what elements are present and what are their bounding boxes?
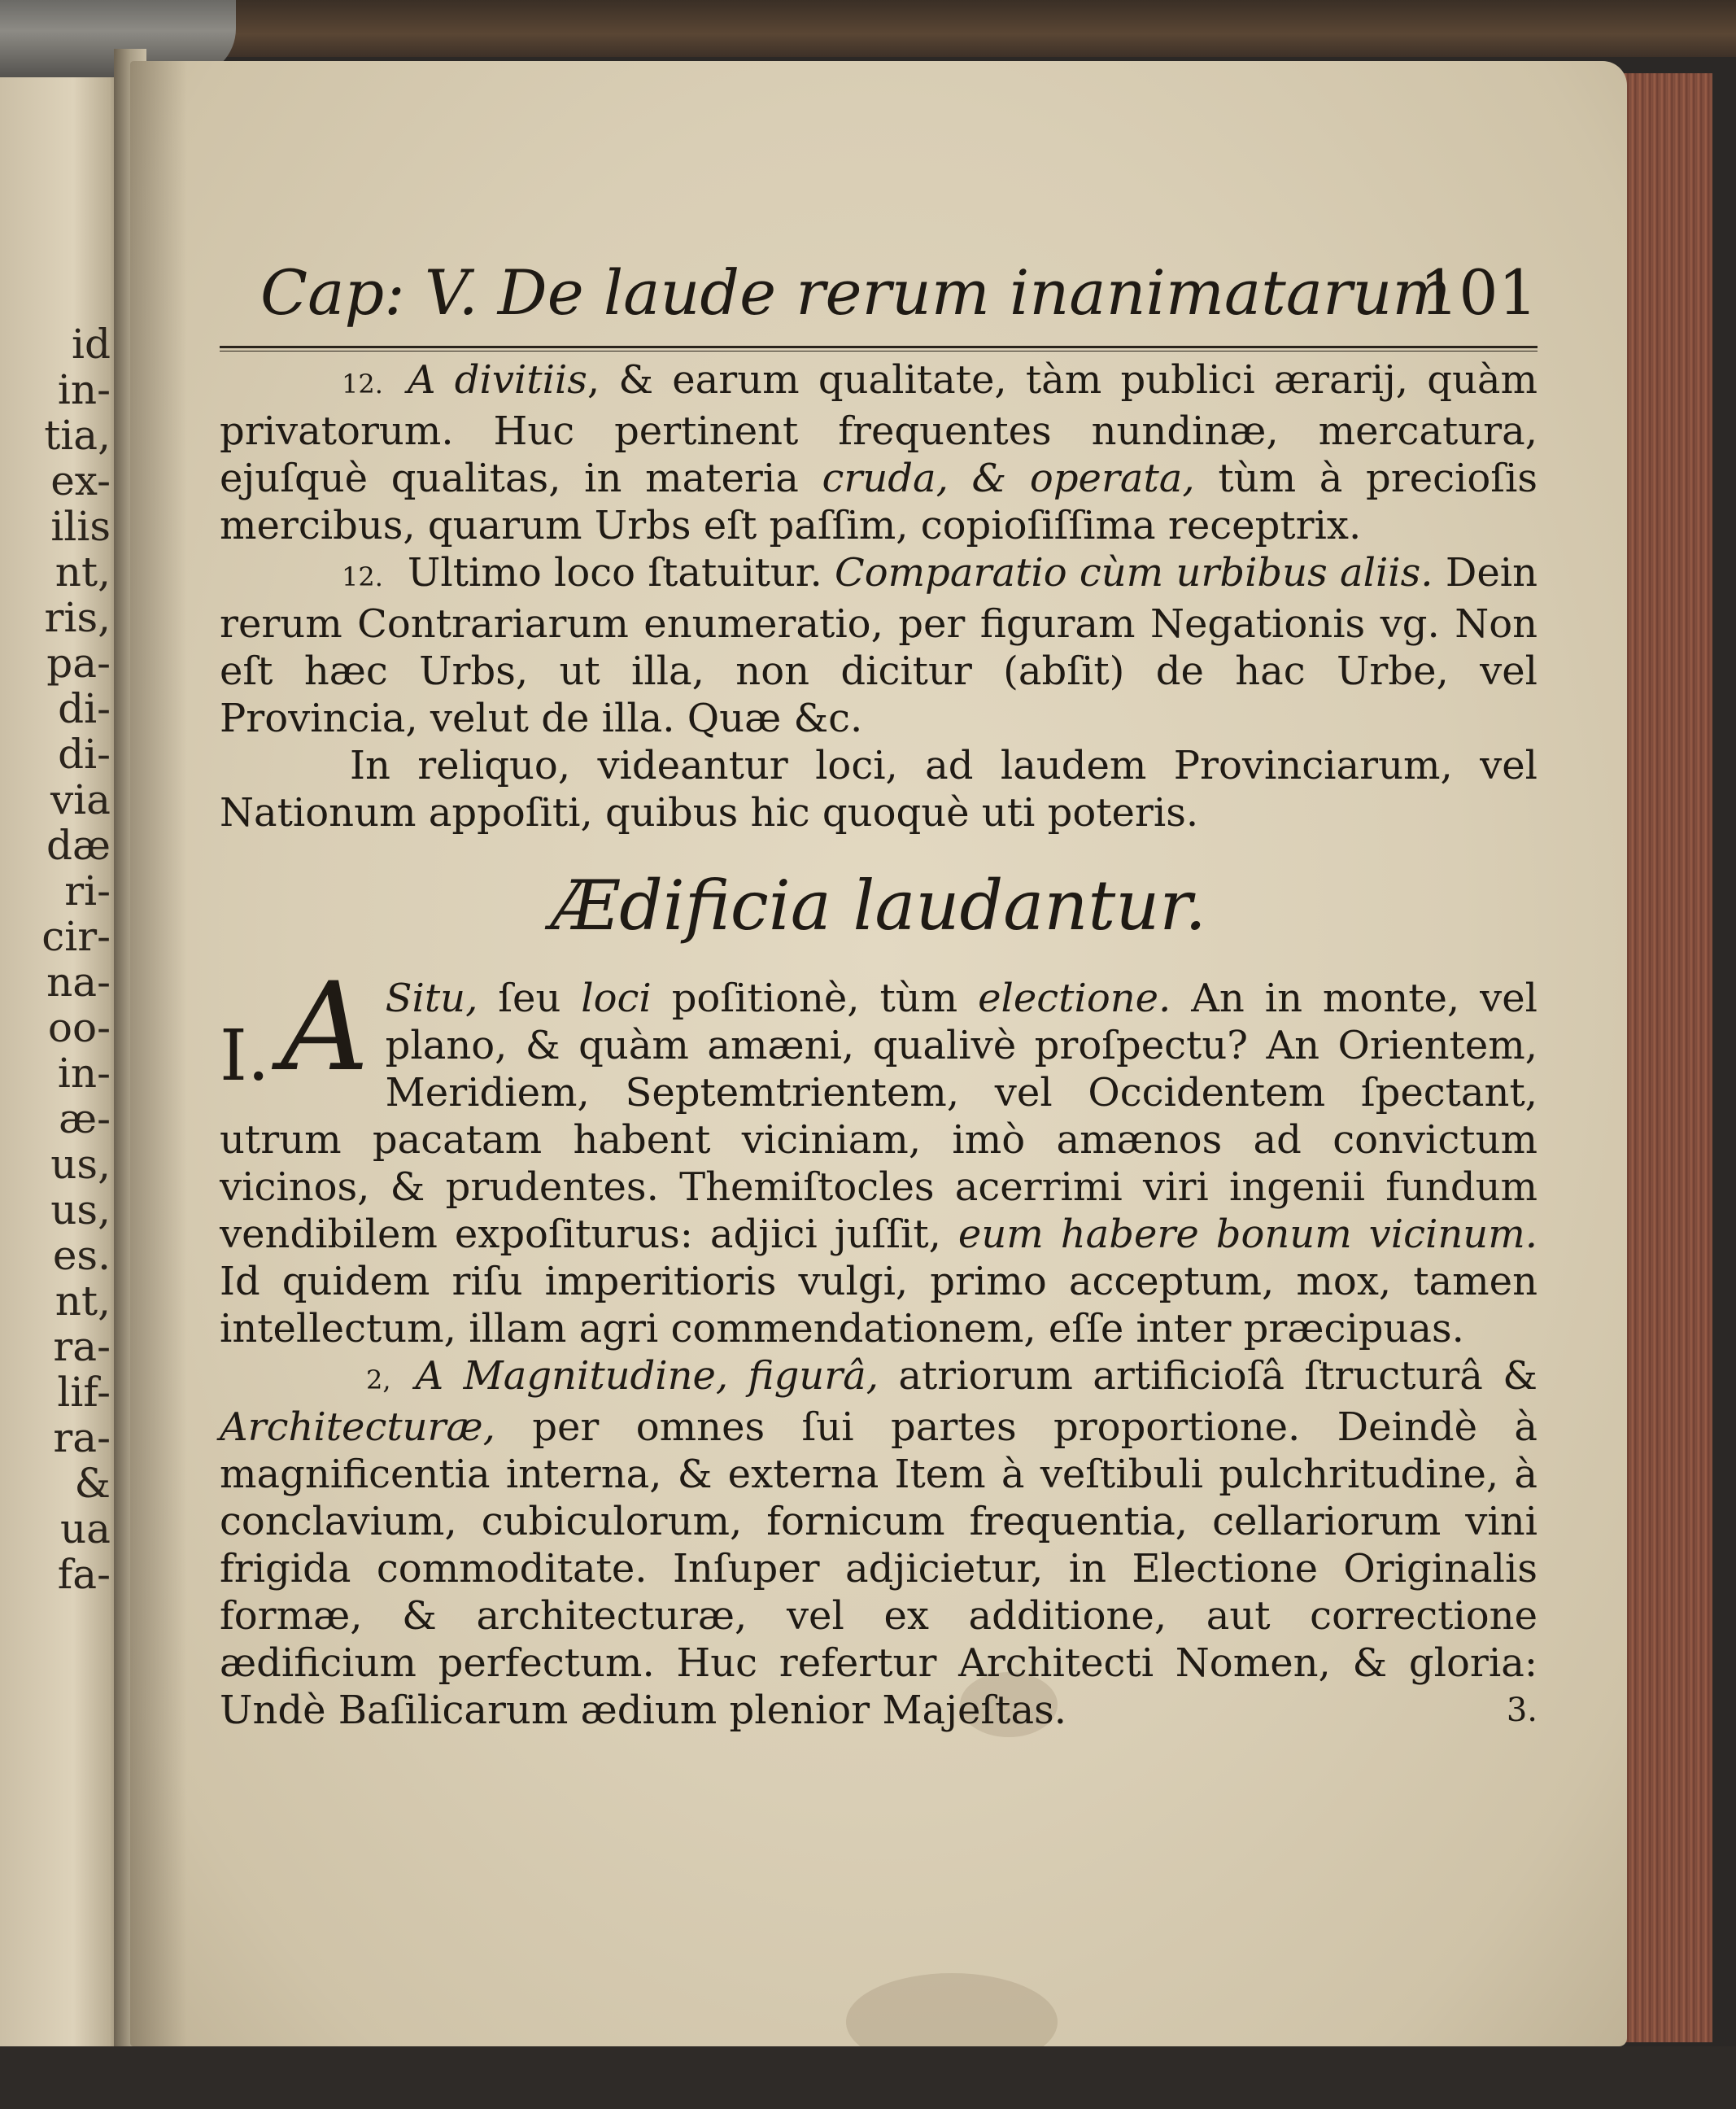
section-heading: Ædificia laudantur. [551, 866, 1206, 945]
left-page-fragment: via [50, 776, 111, 823]
page-text [220, 248, 1538, 1734]
paragraph-text: Dein rerum Contrariarum enumeratio, per figuram Negationis vg. Non eſt hæc Urbs, ut illa, non dicitur (abſit) de hac Urbe, vel Provincia, velut de illa. Quæ &c. [220, 550, 1538, 741]
paragraph-text: ſeu [478, 976, 582, 1021]
catchword: 3. [1506, 1692, 1538, 1729]
paragraph-text: , & earum qualitate, tàm publici ærarij, quàm privatorum. Huc pertinent frequentes nundinæ, mercatura, ejuſquè qualitas, in materia [220, 357, 1538, 501]
paragraph-number: 12. [342, 561, 383, 592]
paragraph-number: 2, [366, 1365, 391, 1395]
left-page-fragment: nt, [55, 548, 111, 596]
paragraph-situ [220, 957, 1538, 1352]
left-page-fragment: in- [57, 1050, 111, 1097]
paragraph-text: atriorum artificioſâ ſtructurâ & [879, 1353, 1538, 1399]
gutter-shadow [130, 61, 187, 2046]
left-page-fragment: es. [52, 1232, 111, 1279]
paragraph-12-divitiis [220, 356, 1538, 549]
paragraph-italic: A Magnitudine, figurâ, [415, 1353, 879, 1399]
left-page-fragment: na- [46, 958, 111, 1006]
left-page [0, 77, 122, 2046]
running-title: Cap: V. De laude rerum inanimatarum [260, 256, 1451, 329]
book-cover-edge [0, 0, 1736, 57]
paragraph-in-reliquo [220, 742, 1538, 836]
left-page-fragment: dæ [46, 822, 111, 869]
drop-capital: A [281, 957, 369, 1098]
paragraph-text: Ultimo loco ſtatuitur. [407, 550, 835, 596]
left-page-fragment: in- [57, 366, 111, 413]
paragraph-italic: Architecturæ, [220, 1404, 495, 1450]
paragraph-body [220, 957, 1538, 1352]
left-page-fragment: ex- [50, 457, 111, 504]
page-fore-edge [1623, 73, 1712, 2042]
paragraph-text: poſitionè, tùm [651, 976, 979, 1021]
paragraph-text: An in monte, vel plano, & quàm amæni, qualivè proſpectu? An Orientem, Meridiem, Septemtrientem, vel Occidentem ſpectant, utrum pacatam habent viciniam, imò amænos ad convictum vicinos, & prudentes. Themiſtocles acerrimi viri ingenii fundum vendibilem expoſiturus: adjici juſſit, [220, 976, 1538, 1257]
left-page-fragment: di- [58, 685, 111, 732]
left-page-fragment: ra- [53, 1323, 111, 1370]
left-page-fragment: ra- [53, 1414, 111, 1461]
right-page [130, 61, 1627, 2046]
paragraph-italic: cruda, & operata, [822, 456, 1195, 501]
paragraph-lead: A divitiis [407, 357, 587, 403]
left-page-fragment: us, [50, 1141, 111, 1188]
paragraph-number: 12. [342, 369, 383, 400]
left-page-fragment: ua [59, 1505, 111, 1552]
left-page-fragment: fa- [57, 1551, 111, 1598]
paragraph-2-magnitudine [220, 1352, 1538, 1734]
left-page-fragment: ilis [50, 503, 111, 550]
left-page-fragment: id [72, 321, 111, 368]
left-page-fragment: ris, [44, 594, 111, 641]
paragraph-text: Id quidem riſu imperitioris vulgi, primo acceptum, mox, tamen intellectum, illam agri commendationem, eſſe inter præcipuas. [220, 1259, 1538, 1351]
left-page-fragment: & [74, 1460, 111, 1507]
left-page-fragment: oo- [47, 1004, 111, 1051]
left-page-fragments [0, 321, 122, 1597]
left-page-fragment: tia, [44, 412, 111, 459]
page-number: 101 [1419, 256, 1538, 329]
left-page-fragment: us, [50, 1186, 111, 1234]
left-page-fragment: æ- [59, 1095, 111, 1142]
left-page-fragment: nt, [55, 1277, 111, 1325]
paragraph-text: per omnes ſui partes proportione. Deindè à magnificentia interna, & externa Item à veſtibuli pulchritudine, à conclavium, cubiculorum, fornicum frequentia, cellariorum vini frigida commoditate. Inſuper adjicietur, in Electione Originalis formæ, & architecturæ, vel ex additione, aut correctione ædificium perfectum. Huc refertur Architecti Nomen, & gloria: Undè Baſilicarum ædium plenior Majeſtas. [220, 1404, 1538, 1733]
paragraph-12-ultimo [220, 549, 1538, 742]
book-bottom-edge [0, 2046, 1736, 2109]
paragraph-italic: Situ, [385, 976, 478, 1021]
section-numeral: I. [220, 1015, 270, 1097]
header-rule [220, 346, 1538, 352]
left-page-fragment: lif- [57, 1369, 111, 1416]
paragraph-italic: eum habere bonum vicinum. [957, 1212, 1538, 1257]
left-page-fragment: ri- [64, 867, 111, 915]
left-page-fragment: di- [58, 731, 111, 778]
paper-stain [846, 1973, 1058, 2046]
running-header [220, 248, 1538, 338]
left-page-fragment: cir- [41, 913, 111, 960]
left-page-fragment: pa- [46, 640, 111, 687]
paragraph-italic: loci [581, 976, 652, 1021]
paragraph-text: In reliquo, videantur loci, ad laudem Provinciarum, vel Nationum appoſiti, quibus hic quoquè uti poteris. [220, 743, 1538, 836]
paragraph-italic: Comparatio cùm urbibus aliis. [835, 550, 1433, 596]
paragraph-text: tùm à precioſis mercibus, quarum Urbs eſt paſſim, copioſiſſima receptrix. [220, 456, 1538, 548]
paragraph-italic: electione. [978, 976, 1171, 1021]
